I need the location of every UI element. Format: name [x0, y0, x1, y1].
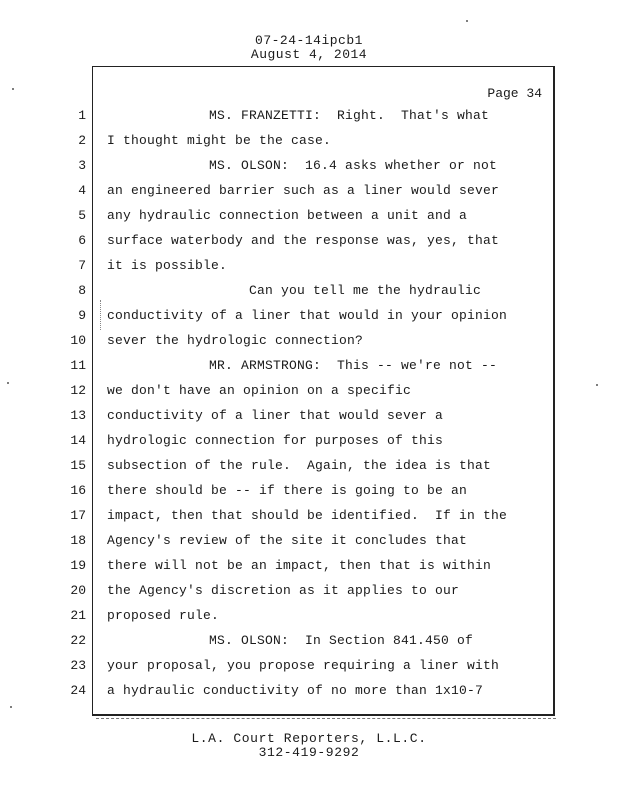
transcript-line: impact, then that should be identified. If in the [107, 508, 508, 523]
line-number: 9 [78, 308, 86, 323]
line-number: 20 [70, 583, 86, 598]
line-number: 13 [70, 408, 86, 423]
transcript-line: surface waterbody and the response was, yes, that [107, 233, 500, 248]
line-number: 7 [78, 258, 86, 273]
line-number: 14 [70, 433, 86, 448]
transcript-line: MR. ARMSTRONG: This -- we're not -- [209, 358, 498, 373]
transcript-line: subsection of the rule. Again, the idea is that [107, 458, 492, 473]
line-number: 12 [70, 383, 86, 398]
transcript-line: your proposal, you propose requiring a liner with [107, 658, 500, 673]
scan-speck [596, 384, 598, 386]
line-number: 16 [70, 483, 86, 498]
line-number: 1 [78, 108, 86, 123]
line-number: 17 [70, 508, 86, 523]
transcript-line: conductivity of a liner that would in your opinion [107, 308, 508, 323]
page-number: Page 34 [487, 86, 542, 101]
transcript-line: a hydraulic conductivity of no more than 1x10-7 [107, 683, 484, 698]
line-number: 21 [70, 608, 86, 623]
transcript-line: an engineered barrier such as a liner would sever [107, 183, 500, 198]
transcript-line: it is possible. [107, 258, 228, 273]
court-reporter-name: L.A. Court Reporters, L.L.C. [191, 731, 427, 746]
transcript-line: hydrologic connection for purposes of this [107, 433, 444, 448]
transcript-line: conductivity of a liner that would sever a [107, 408, 444, 423]
line-number: 8 [78, 283, 86, 298]
court-reporter-phone: 312-419-9292 [258, 745, 360, 760]
transcript-line: proposed rule. [107, 608, 220, 623]
transcript-line: sever the hydrologic connection? [107, 333, 364, 348]
frame-bottom-artifact [96, 718, 556, 720]
transcript-line: any hydraulic connection between a unit and a [107, 208, 468, 223]
line-number: 15 [70, 458, 86, 473]
scan-speck [12, 88, 14, 90]
transcript-date: August 4, 2014 [250, 47, 368, 62]
transcript-line: the Agency's discretion as it applies to our [107, 583, 460, 598]
transcript-line: we don't have an opinion on a specific [107, 383, 412, 398]
line-number: 10 [70, 333, 86, 348]
line-number: 23 [70, 658, 86, 673]
transcript-line: I thought might be the case. [107, 133, 332, 148]
scan-speck [7, 382, 9, 384]
line-number: 4 [78, 183, 86, 198]
transcript-line: there should be -- if there is going to be an [107, 483, 468, 498]
transcript-line: MS. FRANZETTI: Right. That's what [209, 108, 490, 123]
scan-speck [10, 706, 12, 708]
transcript-id: 07-24-14ipcb1 [255, 33, 363, 48]
transcript-line: Agency's review of the site it concludes that [107, 533, 468, 548]
line-number: 3 [78, 158, 86, 173]
transcript-line: MS. OLSON: In Section 841.450 of [209, 633, 474, 648]
line-number: 22 [70, 633, 86, 648]
line-number: 18 [70, 533, 86, 548]
line-number: 2 [78, 133, 86, 148]
transcript-line: MS. OLSON: 16.4 asks whether or not [209, 158, 498, 173]
line-number: 6 [78, 233, 86, 248]
scan-speck [466, 20, 468, 22]
line-number: 19 [70, 558, 86, 573]
line-number: 24 [70, 683, 86, 698]
line-number: 5 [78, 208, 86, 223]
transcript-line: there will not be an impact, then that is within [107, 558, 492, 573]
margin-artifact [100, 300, 101, 330]
transcript-line: Can you tell me the hydraulic [249, 283, 482, 298]
line-number: 11 [70, 358, 86, 373]
